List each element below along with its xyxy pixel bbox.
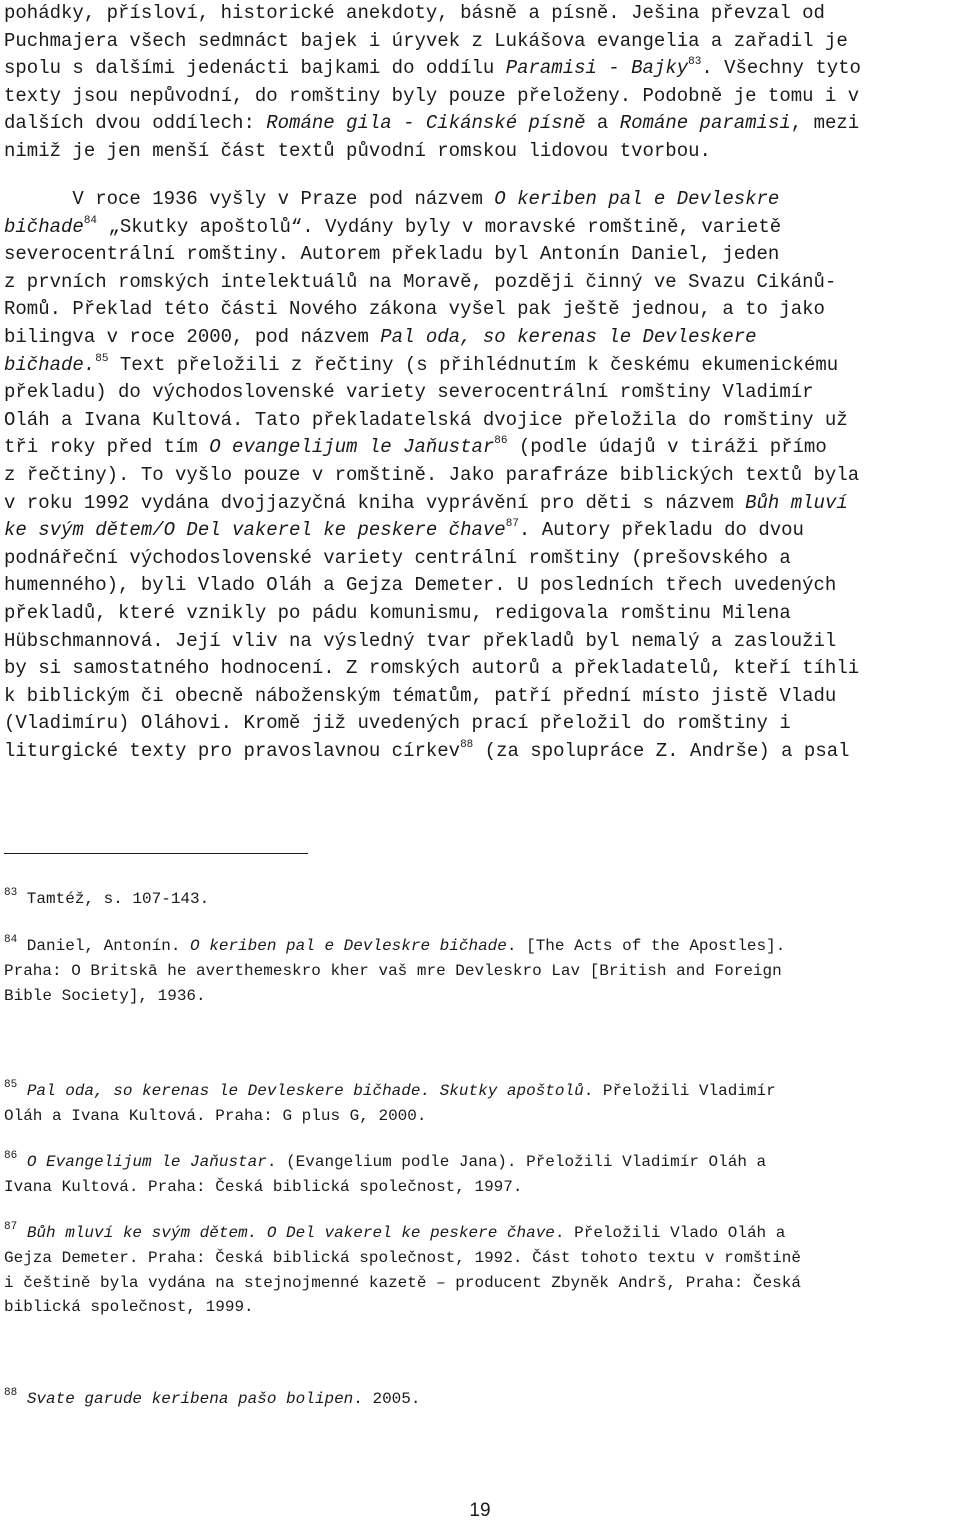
footnote-86 — [4, 1150, 960, 1200]
text-run — [17, 1390, 27, 1408]
text-run: biblická společnost, 1999. — [4, 1298, 254, 1317]
footnote-87 — [4, 1221, 960, 1320]
text-run — [17, 1153, 27, 1171]
italic-title: Paramisi - Bajky — [505, 57, 689, 80]
text-run: . Autory překladu do dvou — [518, 519, 804, 542]
text-run: Tamtéž, s. 107-143. — [17, 890, 210, 908]
footnote-separator — [4, 853, 308, 854]
italic-title: . — [83, 353, 96, 376]
italic-title: Svate garude keribena pašo bolipen — [26, 1390, 354, 1408]
italic-title: Románe gila - Cikánské písně — [266, 112, 586, 135]
text-run: texty jsou nepůvodní, do romštiny byly pouze přeloženy. Podobně je tomu i v — [4, 84, 860, 107]
footnote-ref: 85 — [95, 352, 109, 365]
body-line — [4, 379, 960, 407]
body-line — [4, 572, 960, 600]
text-run: Bible Society], 1936. — [4, 986, 206, 1005]
text-run: „Skutky apoštolů“. Vydány byly v moravské romštině, varietě — [97, 215, 782, 238]
footnotes.1-line — [4, 984, 960, 1009]
text-run: by si samostatného hodnocení. Z romských autorů a překladatelů, kteří tíhli — [4, 657, 860, 680]
body-line — [4, 241, 960, 269]
italic-title: Románe paramisi — [619, 112, 791, 135]
body-line — [4, 407, 960, 435]
text-run: (podle údajů v tiráži přímo — [507, 436, 827, 459]
footnotes.3-line — [4, 1175, 960, 1200]
text-run: , mezi — [790, 112, 860, 135]
footnotes.4-line — [4, 1295, 960, 1320]
text-run: (za spolupráce Z. Andrše) a psal — [473, 739, 850, 762]
text-run: Oláh a Ivana Kultová. Tato překladatelská dvojice přeložila do romštiny už — [4, 408, 848, 431]
footnote-83 — [4, 887, 960, 912]
body-line — [4, 110, 960, 138]
italic-title: O keriben pal e Devleskre bičhade — [190, 937, 507, 955]
footnotes.4-line — [4, 1271, 960, 1296]
footnote-ref: 83 — [4, 887, 18, 899]
body-line — [4, 186, 960, 214]
footnote-ref: 86 — [494, 435, 508, 448]
body-line — [4, 0, 960, 28]
text-run: . [The Acts of the Apostles]. — [506, 937, 786, 955]
body-line — [4, 462, 960, 490]
footnote-ref: 88 — [460, 738, 474, 751]
text-run: (Vladimíru) Oláhovi. Kromě již uvedených prací přeložil do romštiny i — [4, 712, 791, 735]
body-line — [4, 517, 960, 545]
text-run: Ivana Kultová. Praha: Česká biblická společnost, 1997. — [4, 1177, 523, 1196]
text-run: liturgické texty pro pravoslavnou církev — [4, 739, 461, 762]
italic-title: Bůh mluví ke svým dětem. O Del vakerel ke peskere čhave — [26, 1224, 555, 1242]
footnote-ref: 88 — [4, 1387, 18, 1399]
footnotes.4-line — [4, 1246, 960, 1271]
text-run: . (Evangelium podle Jana). Přeložili Vladimír Oláh a — [266, 1153, 767, 1171]
italic-title: Pal oda, so kerenas le Devleskere — [380, 326, 757, 349]
main-text — [4, 0, 960, 766]
text-run: bilingva v roce 2000, pod názvem — [4, 326, 381, 349]
footnote-ref: 86 — [4, 1150, 18, 1162]
text-run: Hübschmannová. Její vliv na výsledný tvar překladů byl nemalý a zasloužil — [4, 629, 837, 652]
text-run: nimiž je jen menší část textů původní romskou lidovou tvorbou. — [4, 139, 711, 162]
text-run — [17, 1224, 27, 1242]
text-run: v roku 1992 vydána dvojjazyčná kniha vyprávění pro děti s názvem — [4, 491, 746, 514]
body-line — [4, 138, 960, 166]
body-line — [4, 490, 960, 518]
italic-title: bičhade — [4, 215, 84, 238]
body-line — [4, 55, 960, 83]
text-run: překladu) do východoslovenské variety severocentrální romštiny Vladimír — [4, 381, 814, 404]
page-number: 19 — [469, 1500, 491, 1521]
text-run: spolu s dalšími jedenácti bajkami do oddílu — [4, 57, 506, 80]
text-run: humenného), byli Vlado Oláh a Gejza Demeter. U posledních třech uvedených — [4, 574, 837, 597]
text-run: Puchmajera všech sedmnáct bajek i úryvek z Lukášova evangelia a zařadil je — [4, 29, 848, 52]
body-line — [4, 628, 960, 656]
text-run: . Přeložili Vlado Oláh a — [554, 1224, 786, 1242]
text-run: z prvních romských intelektuálů na Moravě, později činný ve Svazu Cikánů- — [4, 270, 837, 293]
italic-title: ke svým dětem/O Del vakerel ke peskere čhave — [4, 519, 506, 542]
footnotes.2-line — [4, 1104, 960, 1129]
footnote-ref: 87 — [4, 1221, 18, 1233]
text-run: z řečtiny). To vyšlo pouze v romštině. Jako parafráze biblických textů byla — [4, 464, 860, 486]
body-line — [4, 738, 960, 766]
italic-title: Pal oda, so kerenas le Devleskere bičhade. Skutky apoštolů — [26, 1082, 584, 1100]
footnote-ref: 87 — [505, 518, 519, 531]
footnotes.0-line — [4, 887, 960, 912]
text-run — [17, 1082, 27, 1100]
footnotes.4-line — [4, 1221, 960, 1246]
text-run: a — [585, 112, 620, 135]
footnote-ref: 84 — [4, 934, 18, 946]
text-run: Text přeložili z řečtiny (s přihlédnutím k českému ekumenickému — [108, 353, 839, 376]
footnotes.5-line — [4, 1387, 960, 1412]
text-run: Romů. Překlad této části Nového zákona vyšel pak ještě jednou, a to jako — [4, 298, 825, 321]
footnote-ref: 83 — [688, 56, 702, 69]
text-run: i češtině byla vydána na stejnojmenné kazetě – producent Zbyněk Andrš, Praha: Česká — [4, 1273, 801, 1292]
body-line — [4, 352, 960, 380]
body-line — [4, 296, 960, 324]
text-run: podnářeční východoslovenské variety centrální romštiny (prešovského a — [4, 546, 791, 569]
body-line — [4, 83, 960, 111]
text-run: Oláh a Ivana Kultová. Praha: G plus G, 2000. — [4, 1106, 427, 1125]
italic-title: O evangelijum le Jaňustar — [209, 436, 495, 459]
footnote-84 — [4, 934, 960, 1008]
body-line — [4, 28, 960, 56]
text-run: . Všechny tyto — [701, 57, 861, 80]
italic-title: O keriben pal e Devleskre — [494, 188, 780, 211]
body-line — [4, 269, 960, 297]
body-line — [4, 710, 960, 738]
text-run: dalších dvou oddílech: — [4, 112, 267, 135]
text-run: k biblickým či obecně náboženským tématům, patří přední místo jistě Vladu — [4, 684, 837, 707]
italic-title: bičhade — [4, 353, 84, 376]
italic-title: Bůh mluví — [745, 491, 848, 514]
text-run: pohádky, přísloví, historické anekdoty, básně a písně. Ješina převzal od — [4, 2, 825, 24]
text-run: V roce 1936 vyšly v Praze pod názvem — [4, 188, 495, 211]
body-line — [4, 655, 960, 683]
italic-title: O Evangelijum le Jaňustar — [26, 1153, 267, 1171]
footnotes.1-line — [4, 959, 960, 984]
body-line — [4, 324, 960, 352]
text-run: tři roky před tím — [4, 436, 210, 459]
footnote-88 — [4, 1387, 960, 1412]
text-run: severocentrální romštiny. Autorem překladu byl Antonín Daniel, jeden — [4, 243, 780, 266]
text-run: Gejza Demeter. Praha: Česká biblická společnost, 1992. Část tohoto textu v romštině — [4, 1248, 801, 1267]
footnote-ref: 85 — [4, 1079, 18, 1091]
body-line — [4, 545, 960, 573]
text-run: Praha: O Britskā he averthemeskro kher vaš mre Devleskro Lav [British and Foreign — [4, 961, 782, 980]
text-run: Daniel, Antonín. — [17, 937, 191, 955]
body-line — [4, 214, 960, 242]
footnotes.2-line — [4, 1079, 960, 1104]
body-line — [4, 683, 960, 711]
body-line — [4, 434, 960, 462]
footnote-85 — [4, 1079, 960, 1129]
footnotes.1-line — [4, 934, 960, 959]
text-run: . 2005. — [353, 1390, 421, 1408]
paragraph-gap — [4, 166, 960, 187]
footnotes.3-line — [4, 1150, 960, 1175]
footnote-ref: 84 — [83, 214, 98, 227]
body-line — [4, 600, 960, 628]
text-run: překladů, které vznikly po pádu komunismu, redigovala romštinu Milena — [4, 601, 791, 624]
text-run: . Přeložili Vladimír — [583, 1082, 776, 1100]
